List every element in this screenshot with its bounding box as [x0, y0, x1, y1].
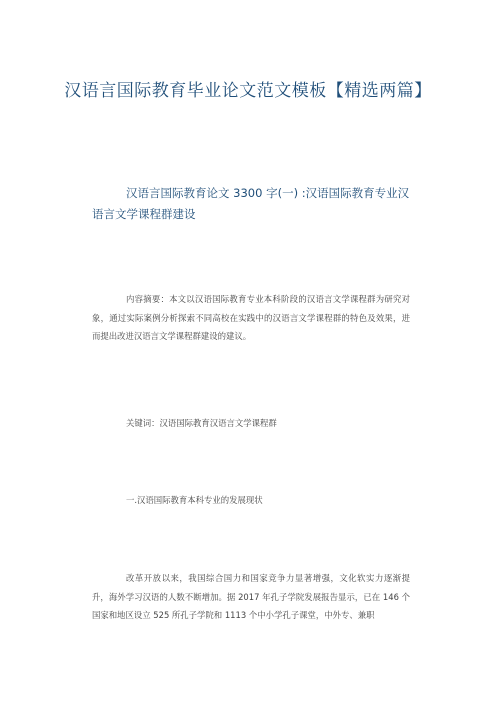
section-heading: 一.汉语国际教育本科专业的发展现状 — [126, 495, 263, 505]
keywords-line: 关键词：汉语国际教育汉语言文学课程群 — [126, 418, 277, 428]
abstract-paragraph: 内容摘要：本文以汉语国际教育专业本科阶段的汉语言文学课程群为研究对象，通过实际案例分析探索不同高校在实践中的汉语言文学课程群的特色及效果，进而提出改进汉语言文学课程群建设的建议。 — [92, 294, 410, 341]
paper-subtitle: 汉语言国际教育论文 3300 字(一) :汉语国际教育专业汉语言文学课程群建设 — [92, 186, 410, 221]
body-paragraph: 改革开放以来，我国综合国力和国家竞争力显著增强，文化软实力逐渐提升，海外学习汉语的人数不断增加。据 2017 年孔子学院发展报告显示，已在 146 个国家和地区设立 525 所孔子学院和 1113 个中小学孔子课堂，中外专、兼职 — [92, 573, 410, 620]
document-title: 汉语言国际教育毕业论文范文模板【精选两篇】 — [64, 81, 432, 101]
